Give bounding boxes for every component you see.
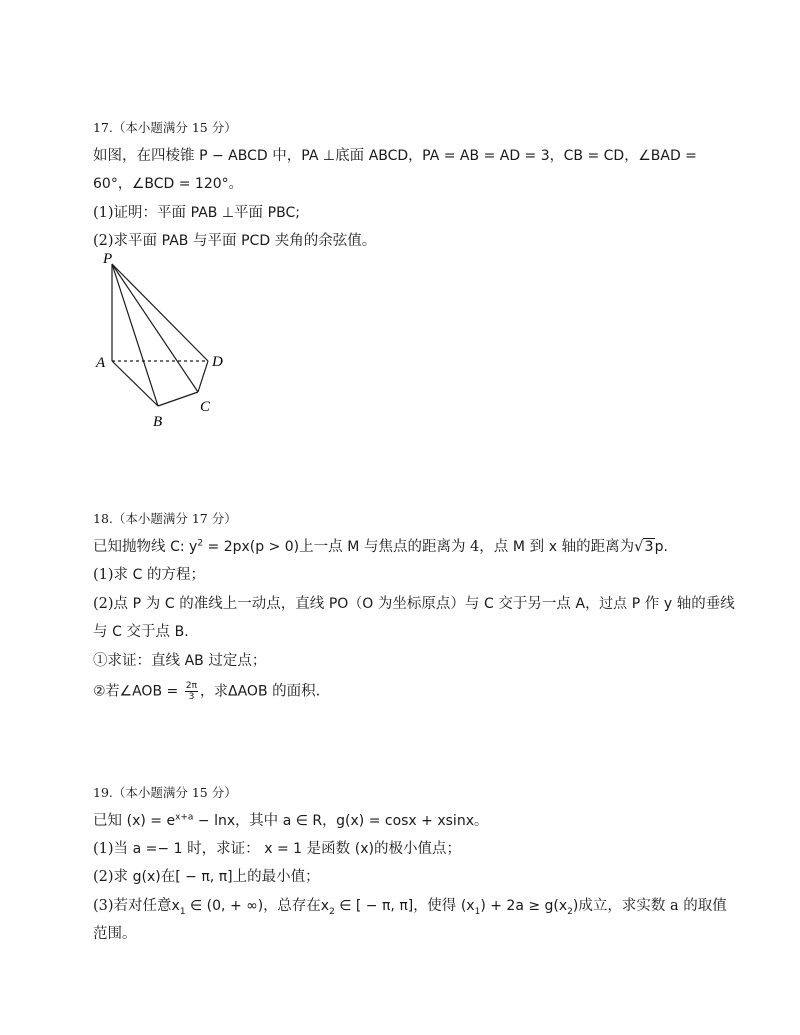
q18-part2-text: 作 [644,596,660,612]
q17-stem-text: 中， [272,148,302,164]
q18-stem-text: 上一点 [299,539,343,555]
q19-g-def: a ∈ R，g(x) = cosx + xsinx。 [282,813,488,829]
q19-part3-text: (3)若对任意 [93,898,172,914]
q17-stem-text: 底面 [335,148,365,164]
q17-stem-line2 [93,174,243,194]
q19-part1 [93,839,461,859]
edge-bc [158,392,198,406]
q17-part1-text: 平面 [234,205,264,221]
q18-sqrt-expr: √3 [634,539,654,555]
q18-part2-math: P [132,596,142,612]
q18-sub2-math: ，求ΔAOB [200,683,268,700]
label-p: P [103,251,113,267]
q18-part1-text: 的方程； [147,567,206,583]
edge-cd [198,361,208,392]
q18-part2-text: 交于点 [126,624,170,640]
q18-sub2-math: ②若∠AOB = [93,683,179,700]
q18-point-m: M [347,539,360,555]
q18-sub2 [93,681,320,702]
q17-header: 17.（本小题满分 15 分） [93,120,237,135]
q17-part2-text: 与平面 [193,233,237,249]
q18-axis-x: x [548,539,558,555]
q18-part2-math: y [663,596,673,612]
q19-x1: $x_1$ ∈ (0, + ∞)， [171,898,278,917]
q18-sub1-text: ①求证：直线 [93,653,180,669]
q18-stem-text: 已知抛物线 [93,539,166,555]
q18-part2-text: 与 [93,624,108,640]
q17-perp-expr: PA ⊥ [301,148,336,164]
edge-pb [112,264,158,406]
q19-part2-text: 上的最小值； [232,869,320,885]
q18-part2-text: 交于另一点 [498,596,571,612]
q18-part2-math: PO（O [328,596,374,612]
edge-pd [112,264,208,361]
q17-part1-math: PAB ⊥ [190,205,235,221]
q19-header: 19.（本小题满分 15 分） [93,785,237,800]
q19-part2-math: g(x) [132,869,161,885]
q17-part1-text: (1)证明：平面 [93,205,187,221]
q17-angle-conditions: 60°，∠BCD = 120°。 [93,176,243,192]
q19-part1-math: (x) [354,841,374,857]
q19-part2-math: [ − π, π] [175,869,233,885]
q18-part2-line2 [93,622,189,642]
q18-part2-text: 轴的垂线 [676,596,735,612]
q18-stem-text: 与焦点的距离为 4，点 [363,539,509,555]
q18-part1 [93,565,205,585]
q19-part1-text: 的极小值点； [374,841,461,857]
q19-part3 [93,896,727,916]
q17-pyramid-name: P − ABCD [199,148,268,164]
q19-inequality: $(x_1) + 2a \ge g(x_2)$ [460,898,579,917]
label-d: D [212,354,223,370]
q18-part2-math: A，过点 [575,596,628,612]
q17-part1-math: PBC; [267,205,300,221]
q18-sub2-text: 的面积. [272,683,321,700]
q18-sub1 [93,651,266,671]
q18-sub1-math: AB [184,653,204,669]
q18-part2-text: (2)点 [93,596,129,612]
pyramid-figure [90,248,230,433]
q18-point-m: M [512,539,525,555]
q19-part2-text: 在 [160,869,176,885]
q19-part1-text: 是函数 [306,841,351,857]
q19-part2-text: (2)求 [93,869,129,885]
label-c: C [200,399,211,415]
q19-part1-math: x = 1 [264,841,303,857]
q18-part2-text: 为 [145,596,161,612]
q18-part2-math: B. [174,624,189,640]
q19-part3-text: 总存在 [277,898,321,914]
q18-stem-text: 轴的距离为 [561,539,635,555]
q19-stem-text: 已知 [93,813,122,829]
q18-part2-math: C [484,596,494,612]
q18-parabola-eq: C: $y^2 = 2px(p > 0)$ [170,538,300,555]
q18-part2-text: 为坐标原点）与 [377,596,480,612]
q19-part3-line2 [93,924,137,944]
q18-part1-math: C [132,567,143,583]
q19-part3-text: 范围。 [93,926,137,942]
q19-f-def: $(x) = e^{x+a} - \ln x$， [126,812,250,829]
q18-stem-text: 到 [529,539,545,555]
q19-x2: $x_2$ ∈ [ − π, π]， [320,898,428,917]
q18-stem [93,537,668,557]
q17-part2-text: 夹角的余弦值。 [274,233,377,249]
q19-part2 [93,867,320,887]
q18-part2-math: C [164,596,175,612]
label-a: A [96,355,106,371]
q18-part2-text: 的准线上一动点，直线 [179,596,325,612]
q17-part2-math: PAB [161,233,189,249]
q18-stem-math: p. [654,539,668,555]
q19-part1-text: (1)当 [93,841,129,857]
q19-stem-text: 其中 [249,813,279,829]
label-b: B [153,414,163,430]
q17-conditions: ABCD，PA = AB = AD = 3，CB = CD，∠BAD = [368,148,697,164]
q18-part1-text: (1)求 [93,567,129,583]
q19-part1-math: a =− 1 [132,841,183,857]
q17-part1 [93,203,300,223]
q17-stem-line1 [93,146,697,166]
q19-stem [93,811,488,831]
q17-stem-text: 如图，在四棱锥 [93,148,195,164]
q19-part3-text: 成立，求实数 a 的取值 [578,898,727,914]
q18-part2-math: P [631,596,641,612]
q18-part2 [93,594,735,614]
q18-part2-math: C [112,624,122,640]
q17-part2-text: (2)求平面 [93,233,158,249]
q19-part1-text: 时，求证： [187,841,260,857]
q19-part3-text: 使得 [427,898,457,914]
q18-header: 18.（本小题满分 17 分） [93,511,237,526]
q18-sub1-text: 过定点； [208,653,267,669]
q18-fraction: $\frac{2\pi}{3}$ [185,681,198,702]
q17-part2-math: PCD [241,233,271,249]
